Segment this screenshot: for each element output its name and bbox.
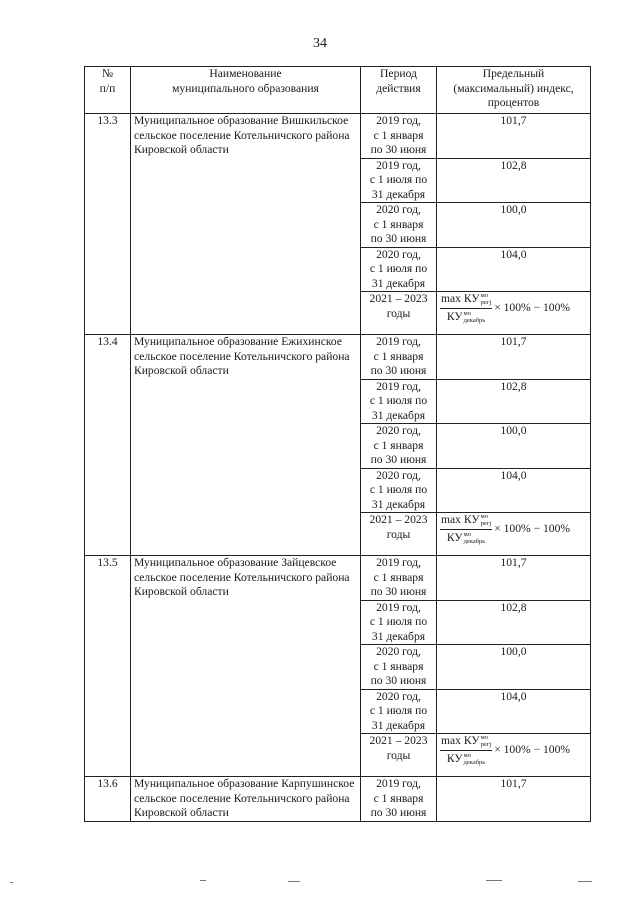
formula-fraction <box>440 734 492 766</box>
index-value: 101,7 <box>437 114 591 159</box>
row-number: 13.5 <box>85 556 131 777</box>
index-formula-cell <box>437 734 591 777</box>
index-value: 100,0 <box>437 424 591 469</box>
period-cell: 2020 год, с 1 января по 30 июня <box>361 203 437 248</box>
municipality-name: Муниципальное образование Зайцевское сельское поселение Котельничского района Кировской области <box>131 556 361 777</box>
period-cell: 2020 год, с 1 января по 30 июня <box>361 424 437 469</box>
index-table <box>84 66 591 822</box>
period-cell: 2019 год, с 1 января по 30 июня <box>361 114 437 159</box>
period-cell: 2019 год, с 1 июля по 31 декабря <box>361 379 437 424</box>
index-formula-cell <box>437 292 591 335</box>
period-cell: 2020 год, с 1 января по 30 июня <box>361 645 437 690</box>
index-value: 104,0 <box>437 247 591 292</box>
table-row <box>85 335 591 380</box>
header-name: Наименование муниципального образования <box>131 67 361 114</box>
table-row <box>85 114 591 159</box>
formula-numerator: max КУ мо регj <box>440 292 492 309</box>
formula-tail: × 100% − 100% <box>494 521 571 535</box>
formula-fraction <box>440 513 492 545</box>
period-cell: 2021 – 2023 годы <box>361 513 437 556</box>
table-body <box>85 114 591 822</box>
header-index: Предельный (максимальный) индекс, процентов <box>437 67 591 114</box>
formula-fraction <box>440 292 492 324</box>
municipality-name: Муниципальное образование Ежихинское сельское поселение Котельничского района Кировской области <box>131 335 361 556</box>
formula-denominator: КУ мо декабрь <box>446 530 486 545</box>
index-value: 104,0 <box>437 689 591 734</box>
period-cell: 2019 год, с 1 января по 30 июня <box>361 777 437 822</box>
formula-numerator: max КУ мо регj <box>440 513 492 530</box>
formula-tail: × 100% − 100% <box>494 742 571 756</box>
period-cell: 2019 год, с 1 января по 30 июня <box>361 556 437 601</box>
formula-denominator: КУ мо декабрь <box>446 309 486 324</box>
row-number: 13.3 <box>85 114 131 335</box>
period-cell: 2020 год, с 1 июля по 31 декабря <box>361 689 437 734</box>
period-cell: 2019 год, с 1 июля по 31 декабря <box>361 158 437 203</box>
index-value: 102,8 <box>437 379 591 424</box>
formula <box>440 734 587 766</box>
index-formula-cell <box>437 513 591 556</box>
header-period: Период действия <box>361 67 437 114</box>
formula <box>440 513 587 545</box>
table-row <box>85 556 591 601</box>
municipality-name: Муниципальное образование Вишкильское сельское поселение Котельничского района Кировской области <box>131 114 361 335</box>
scan-marks <box>0 878 640 898</box>
period-cell: 2019 год, с 1 июля по 31 декабря <box>361 600 437 645</box>
period-cell: 2021 – 2023 годы <box>361 292 437 335</box>
index-value: 101,7 <box>437 556 591 601</box>
row-number: 13.6 <box>85 777 131 822</box>
period-cell: 2020 год, с 1 июля по 31 декабря <box>361 247 437 292</box>
formula-numerator: max КУ мо регj <box>440 734 492 751</box>
header-num: № п/п <box>85 67 131 114</box>
formula-tail: × 100% − 100% <box>494 300 571 314</box>
index-value: 104,0 <box>437 468 591 513</box>
row-number: 13.4 <box>85 335 131 556</box>
table-row <box>85 777 591 822</box>
period-cell: 2020 год, с 1 июля по 31 декабря <box>361 468 437 513</box>
page-number: 34 <box>313 36 327 51</box>
header-row <box>85 67 591 114</box>
index-value: 100,0 <box>437 203 591 248</box>
index-value: 101,7 <box>437 777 591 822</box>
period-cell: 2021 – 2023 годы <box>361 734 437 777</box>
period-cell: 2019 год, с 1 января по 30 июня <box>361 335 437 380</box>
formula <box>440 292 587 324</box>
index-value: 102,8 <box>437 600 591 645</box>
index-value: 101,7 <box>437 335 591 380</box>
index-value: 102,8 <box>437 158 591 203</box>
formula-denominator: КУ мо декабрь <box>446 751 486 766</box>
municipality-name: Муниципальное образование Карпушинское сельское поселение Котельничского района Кировской области <box>131 777 361 822</box>
index-value: 100,0 <box>437 645 591 690</box>
